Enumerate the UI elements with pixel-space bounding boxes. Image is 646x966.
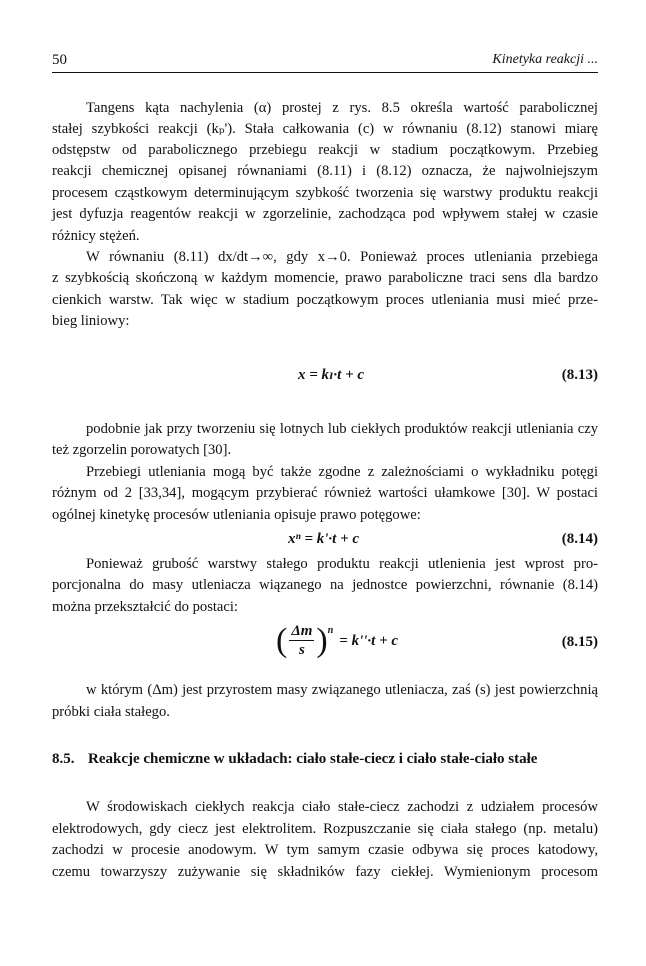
equation-8-13: x = kₗ·t + c	[298, 367, 365, 383]
equation-8-14: xⁿ = k'·t + c	[288, 531, 360, 547]
text-line: Ponieważ grubość warstwy stałego produktu reakcji utlenienia jest wprost pro-	[86, 556, 598, 572]
text-line: w którym (Δm) jest przyrostem masy związanego utleniacza, zaś (s) jest powierzchnią	[86, 682, 598, 698]
fraction-numerator: Δm	[291, 623, 313, 639]
text-line: ogólnej kinetykę procesów utleniania opisuje prawo potęgowe:	[52, 507, 421, 523]
text-line: elektrodowych, gdy ciecz jest elektrolitem. Rozpuszczanie się ciała stałego (np. metalu)	[52, 821, 598, 837]
text-line: czemu towarzyszy zużywanie się składników fazy ciekłej. Wymienionym procesom	[52, 864, 598, 880]
text-line: też zgorzelin porowatych [30].	[52, 442, 232, 458]
text-line: można przekształcić do postaci:	[52, 599, 238, 615]
text-line: jest dyfuzja reagentów reakcji w zgorzelinie, zachodząca pod wpływem stałej w czasie	[52, 206, 598, 222]
text-line: różnicy stężeń.	[52, 228, 140, 244]
text-line: różnym od 2 [33,34], mogącym przybierać również wartości ułamkowe [30]. W postaci	[52, 485, 598, 501]
text-line: Przebiegi utleniania mogą być także zgodne z zależnościami o wykładniku potęgi	[86, 464, 598, 480]
exponent: n	[327, 625, 334, 636]
section-title: Reakcje chemiczne w układach: ciało stałe-ciecz i ciało stałe-ciało stałe	[88, 751, 538, 767]
text-line: podobnie jak przy tworzeniu się lotnych lub ciekłych produktów reakcji utleniania czy	[86, 421, 598, 437]
equation-number: (8.15)	[561, 634, 598, 650]
text-line: zachodzi w procesie anodowym. W tym samym czasie odbywa się proces katodowy,	[52, 842, 598, 858]
equation-8-15: ( $\frac{\Delta m}{s}$ ) $^n$ = k''·t + c	[276, 621, 399, 659]
equation-number: (8.13)	[561, 367, 598, 383]
header-rule	[52, 72, 598, 73]
section-heading	[52, 751, 537, 768]
running-title: Kinetyka reakcji ...	[492, 52, 598, 67]
text-line: z szybkością skończoną w każdym momencie, prawo paraboliczne traci sens dla bardzo	[52, 270, 598, 286]
text-line: bieg liniowy:	[52, 313, 130, 329]
text-line: porcjonalna do masy utleniacza wiązanego na jednostce powierzchni, równanie (8.14)	[52, 577, 598, 593]
text-line: odstępstw od parabolicznego przebiegu reakcji w stadium początkowym. Przebieg	[52, 142, 598, 158]
text-line: Tangens kąta nachylenia (α) prostej z rys. 8.5 określa wartość parabolicznej	[86, 100, 598, 116]
text-line: stałej szybkości reakcji (kₚ'). Stała całkowania (c) w równaniu (8.12) stanowi miarę	[52, 121, 598, 137]
text-line: reakcji chemicznej opisanej równaniami (8.11) i (8.12) oznacza, że najwolniejszym	[52, 163, 598, 179]
page-number: 50	[52, 52, 67, 68]
text-line: W równaniu (8.11) dx/dt→∞, gdy x→0. Ponieważ proces utleniania przebiega	[86, 249, 598, 265]
text-line: cienkich warstw. Tak więc w stadium początkowym proces utleniania musi mieć prze-	[52, 292, 598, 308]
fraction-denominator: s	[298, 642, 305, 658]
text-line: W środowiskach ciekłych reakcja ciało stałe-ciecz zachodzi z udziałem procesów	[86, 799, 598, 815]
text-line: próbki ciała stałego.	[52, 704, 170, 720]
equation-number: (8.14)	[561, 531, 598, 547]
section-number: 8.5.	[52, 751, 75, 767]
equation-rhs: = k''·t + c	[339, 632, 399, 649]
text-line: procesem cząstkowym determinującym szybkość tworzenia się warstwy produktu reakcji	[52, 185, 598, 201]
